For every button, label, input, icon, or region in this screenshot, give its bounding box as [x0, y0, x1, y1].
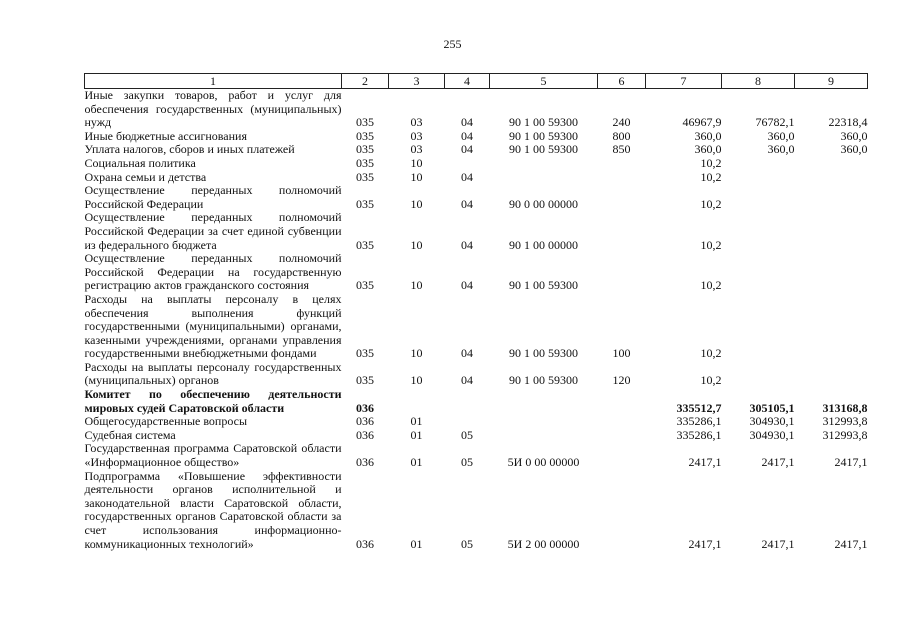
- ministry-code: 035: [356, 128, 374, 143]
- amount-year-1: 335286,1: [676, 427, 722, 442]
- ministry-code: 035: [356, 115, 374, 130]
- subsection-code: 04: [461, 346, 473, 361]
- ministry-code: 035: [356, 346, 374, 361]
- ministry-code: 035: [356, 196, 374, 211]
- column-header: 1: [85, 74, 342, 89]
- section-code: 03: [410, 142, 423, 157]
- row-name: Общегосударственные вопросы: [84, 414, 248, 429]
- table-row: [85, 429, 868, 443]
- table-row: [85, 388, 868, 415]
- table-row: [85, 184, 868, 211]
- expense-type: [598, 252, 646, 293]
- amount-year-1: 2417,1: [688, 455, 722, 470]
- amount-year-3: [795, 184, 868, 211]
- expense-type: 100: [612, 346, 631, 361]
- target-article: 90 0 00 00000: [509, 196, 578, 211]
- row-name: Комитет по обеспечению деятельности мировых судей Саратовской области: [84, 387, 342, 415]
- target-article: [490, 415, 598, 429]
- column-header: 4: [445, 74, 490, 89]
- row-name: Расходы на выплаты персоналу в целях обеспечения выполнения функций государственными (муниципальными) органами, казенными учреждениями, органами управления государственными внебюджетными фондами: [84, 291, 342, 361]
- column-header: 9: [795, 74, 868, 89]
- expense-type: [598, 442, 646, 469]
- section-code: 10: [410, 196, 423, 211]
- amount-year-2: 360,0: [767, 128, 795, 143]
- amount-year-3: [795, 157, 868, 171]
- target-article: 90 1 00 59300: [509, 128, 578, 143]
- budget-table: [84, 73, 868, 551]
- target-article: [490, 157, 598, 171]
- amount-year-2: 2417,1: [761, 536, 795, 551]
- amount-year-1: 2417,1: [688, 536, 722, 551]
- expense-type: 120: [612, 373, 631, 388]
- column-header: 5: [490, 74, 598, 89]
- target-article: [490, 429, 598, 443]
- amount-year-1: 10,2: [700, 196, 722, 211]
- section-code: 01: [410, 536, 423, 551]
- amount-year-3: 313168,8: [822, 400, 868, 415]
- ministry-code: 035: [356, 373, 374, 388]
- amount-year-1: 335512,7: [676, 400, 722, 415]
- amount-year-2: [722, 157, 795, 171]
- section-code: 10: [410, 278, 423, 293]
- row-name: Осуществление переданных полномочий Российской Федерации на государственную регистрацию актов гражданского состояния: [84, 251, 342, 293]
- section-code: 03: [410, 128, 423, 143]
- column-header: 2: [342, 74, 389, 89]
- expense-type: 240: [612, 115, 631, 130]
- amount-year-1: 10,2: [700, 237, 722, 252]
- section-code: 10: [410, 155, 423, 170]
- ministry-code: 035: [356, 169, 374, 184]
- table-row: [85, 171, 868, 185]
- amount-year-3: 2417,1: [834, 455, 868, 470]
- amount-year-3: 360,0: [840, 128, 868, 143]
- amount-year-2: 304930,1: [749, 427, 795, 442]
- ministry-code: 036: [356, 536, 374, 551]
- expense-type: [598, 171, 646, 185]
- amount-year-2: [722, 252, 795, 293]
- amount-year-1: 10,2: [700, 346, 722, 361]
- section-code: [389, 388, 445, 415]
- subsection-code: [445, 388, 490, 415]
- amount-year-2: 2417,1: [761, 455, 795, 470]
- amount-year-3: 360,0: [840, 142, 868, 157]
- page-number: 255: [443, 37, 462, 51]
- amount-year-2: 305105,1: [749, 400, 795, 415]
- section-code: 01: [410, 427, 423, 442]
- amount-year-2: [722, 184, 795, 211]
- section-code: 10: [410, 237, 423, 252]
- expense-type: [598, 211, 646, 252]
- amount-year-2: [722, 171, 795, 185]
- subsection-code: 04: [461, 373, 473, 388]
- section-code: 10: [410, 346, 423, 361]
- subsection-code: 04: [461, 278, 473, 293]
- ministry-code: 035: [356, 237, 374, 252]
- amount-year-1: 10,2: [700, 155, 722, 170]
- amount-year-2: [722, 211, 795, 252]
- subsection-code: 04: [461, 169, 473, 184]
- table-body: [85, 89, 868, 552]
- column-header: 6: [598, 74, 646, 89]
- amount-year-3: 312993,8: [822, 414, 868, 429]
- expense-type: [598, 415, 646, 429]
- target-article: 90 1 00 59300: [509, 115, 578, 130]
- table-row: [85, 361, 868, 388]
- expense-type: [598, 429, 646, 443]
- row-name: Государственная программа Саратовской области «Информационное общество»: [84, 441, 342, 470]
- ministry-code: 036: [356, 455, 374, 470]
- subsection-code: [445, 415, 490, 429]
- table-row: [85, 130, 868, 144]
- row-name: Уплата налогов, сборов и иных платежей: [84, 142, 295, 157]
- amount-year-1: 360,0: [694, 128, 722, 143]
- target-article: 5И 0 00 00000: [507, 455, 580, 470]
- amount-year-2: [722, 361, 795, 388]
- subsection-code: 04: [461, 142, 473, 157]
- section-code: 03: [410, 115, 423, 130]
- amount-year-1: 10,2: [700, 278, 722, 293]
- expense-type: [598, 388, 646, 415]
- amount-year-3: [795, 171, 868, 185]
- amount-year-1: 10,2: [700, 169, 722, 184]
- table-row: [85, 89, 868, 130]
- expense-type: [598, 470, 646, 552]
- table-row: [85, 143, 868, 157]
- subsection-code: 04: [461, 115, 473, 130]
- amount-year-3: [795, 252, 868, 293]
- amount-year-3: [795, 361, 868, 388]
- column-header: 8: [722, 74, 795, 89]
- target-article: 90 1 00 59300: [509, 142, 578, 157]
- table-row: [85, 211, 868, 252]
- section-code: 01: [410, 455, 423, 470]
- expense-type: [598, 184, 646, 211]
- ministry-code: 035: [356, 155, 374, 170]
- target-article: [490, 171, 598, 185]
- table-row: [85, 252, 868, 293]
- target-article: 90 1 00 00000: [509, 237, 578, 252]
- amount-year-1: 46967,9: [682, 115, 722, 130]
- ministry-code: 036: [356, 414, 374, 429]
- row-name: Иные закупки товаров, работ и услуг для обеспечения государственных (муниципальных) нужд: [84, 88, 342, 130]
- table-row: [85, 157, 868, 171]
- target-article: 5И 2 00 00000: [507, 536, 580, 551]
- row-name: Осуществление переданных полномочий Российской Федерации за счет единой субвенции из федерального бюджета: [84, 210, 342, 252]
- subsection-code: 05: [461, 536, 473, 551]
- section-code: 10: [410, 169, 423, 184]
- subsection-code: 05: [461, 427, 473, 442]
- amount-year-2: [722, 293, 795, 361]
- amount-year-3: 22318,4: [828, 115, 868, 130]
- expense-type: 800: [612, 128, 631, 143]
- section-code: 10: [410, 373, 423, 388]
- amount-year-1: 360,0: [694, 142, 722, 157]
- amount-year-3: 312993,8: [822, 427, 868, 442]
- row-name: Охрана семьи и детства: [84, 169, 207, 184]
- ministry-code: 036: [356, 400, 374, 415]
- target-article: [490, 388, 598, 415]
- row-name: Социальная политика: [84, 155, 196, 170]
- amount-year-3: 2417,1: [834, 536, 868, 551]
- amount-year-2: 76782,1: [755, 115, 795, 130]
- amount-year-1: 335286,1: [676, 414, 722, 429]
- target-article: 90 1 00 59300: [509, 346, 578, 361]
- row-name: Подпрограмма «Повышение эффективности деятельности органов исполнительной и законодательной власти Саратовской области, государственных органов Саратовской области за счет использования информационно-коммуникационных технологий»: [84, 468, 342, 551]
- subsection-code: 05: [461, 455, 473, 470]
- table-header-row: [85, 74, 868, 89]
- ministry-code: 035: [356, 142, 374, 157]
- section-code: 01: [410, 414, 423, 429]
- expense-type: 850: [612, 142, 631, 157]
- subsection-code: 04: [461, 128, 473, 143]
- table-row: [85, 442, 868, 469]
- row-name: Осуществление переданных полномочий Российской Федерации: [84, 183, 342, 211]
- subsection-code: 04: [461, 237, 473, 252]
- table-row: [85, 415, 868, 429]
- table-row: [85, 293, 868, 361]
- column-header: 3: [389, 74, 445, 89]
- row-name: Судебная система: [84, 427, 176, 442]
- row-name: Иные бюджетные ассигнования: [84, 128, 247, 143]
- row-name: Расходы на выплаты персоналу государственных (муниципальных) органов: [84, 359, 342, 388]
- amount-year-3: [795, 211, 868, 252]
- column-header: 7: [646, 74, 722, 89]
- subsection-code: [445, 157, 490, 171]
- target-article: 90 1 00 59300: [509, 278, 578, 293]
- ministry-code: 035: [356, 278, 374, 293]
- amount-year-3: [795, 293, 868, 361]
- ministry-code: 036: [356, 427, 374, 442]
- amount-year-2: 304930,1: [749, 414, 795, 429]
- expense-type: [598, 157, 646, 171]
- amount-year-2: 360,0: [767, 142, 795, 157]
- amount-year-1: 10,2: [700, 373, 722, 388]
- table-row: [85, 470, 868, 552]
- subsection-code: 04: [461, 196, 473, 211]
- target-article: 90 1 00 59300: [509, 373, 578, 388]
